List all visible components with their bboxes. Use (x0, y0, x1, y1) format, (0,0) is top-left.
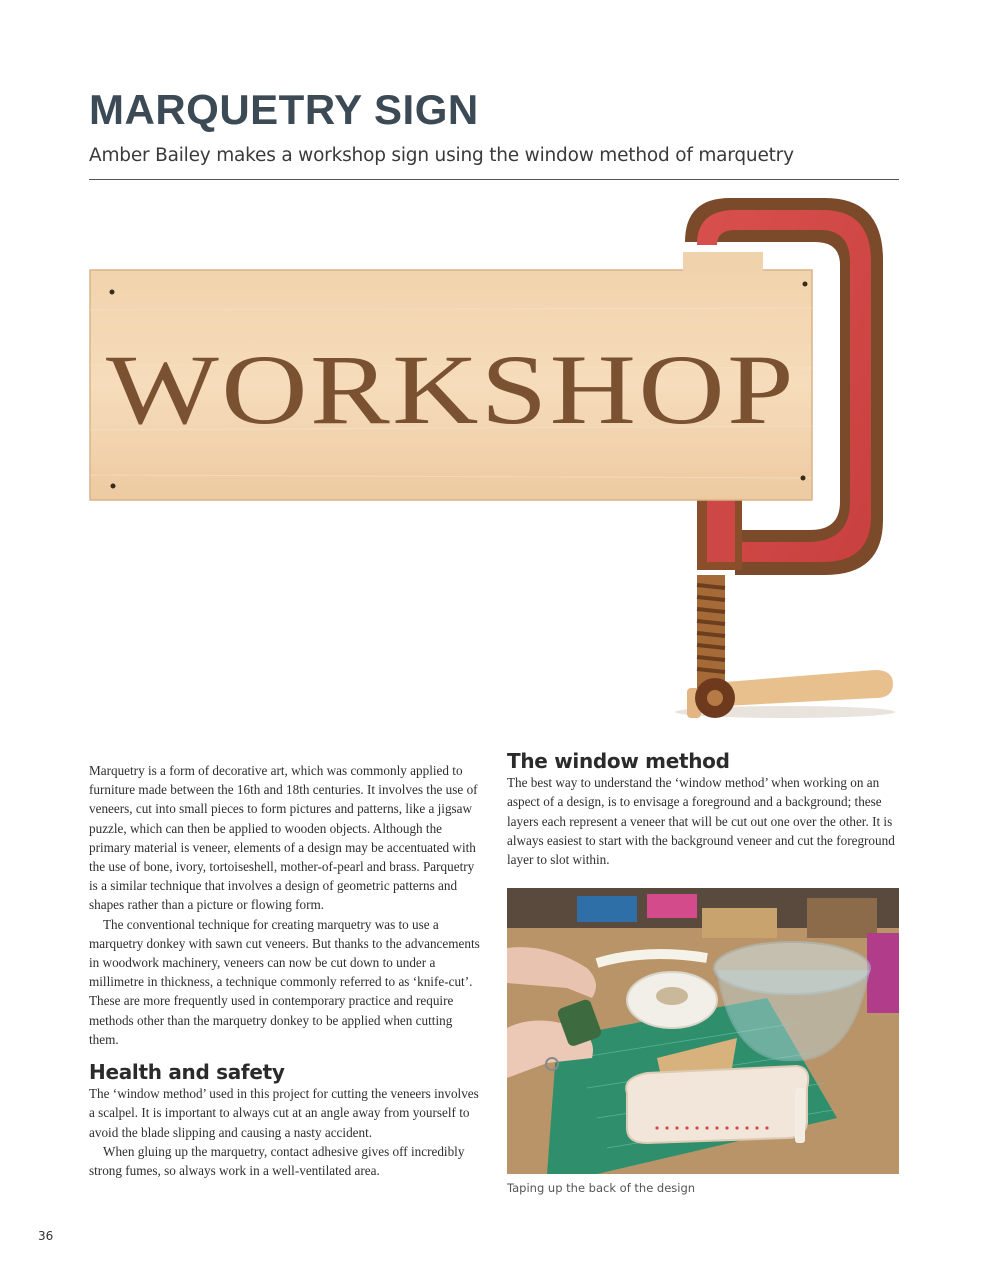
page-number: 36 (38, 1229, 54, 1243)
intro-column (89, 761, 481, 1180)
photo-caption: Taping up the back of the design (507, 1181, 696, 1195)
title-divider (89, 179, 899, 180)
window-method-column (507, 749, 899, 869)
intro-paragraph-2: The conventional technique for creating marquetry was to use a marquetry donkey with sawn cut veneers. But thanks to the advancements in woodwork machinery, veneers can now be cut down to under a millimetre in thickness, a technique commonly referred to as ‘knife-cut’. These are more frequently used in contemporary practice and require methods other than the marquetry donkey to be applied when cutting them. (89, 916, 480, 1047)
intro-paragraph-1: Marquetry is a form of decorative art, which was commonly applied to furniture made between the 16th and 18th centuries. It involves the use of veneers, cut into small pieces to form pictures and patterns, like a jigsaw puzzle, which can then be applied to wooden objects. Although the primary material is veneer, elements of a design may be accentuated with the use of bone, ivory, tortoiseshell, mother-of-pearl and brass. Parquetry is a similar technique that involves a design of geometric patterns and shapes rather than a picture or flowing form. (89, 763, 478, 913)
health-safety-paragraph-2: When gluing up the marquetry, contact adhesive gives off incredibly strong fumes, so always work in a well-ventilated area. (89, 1143, 465, 1179)
window-method-heading: The window method (507, 749, 730, 773)
health-safety-paragraph-1: The ‘window method’ used in this project for cutting the veneers involves a scalpel. It is important to always cut at an angle away from yourself to avoid the blade slipping and causing a nasty accident. (89, 1086, 479, 1140)
workbench-photo (507, 888, 899, 1174)
sign-lettering: WORKSHOP (106, 334, 796, 445)
health-safety-heading: Health and safety (89, 1060, 285, 1085)
article-title: MARQUETRY SIGN (89, 86, 479, 133)
article-subtitle: Amber Bailey makes a workshop sign using the window method of marquetry (89, 145, 794, 166)
clamp-screw (697, 575, 725, 695)
hero-image-workshop-sign (85, 190, 905, 730)
window-method-paragraph: The best way to understand the ‘window method’ when working on an aspect of a design, is to envisage a foreground and a background; these layers each represent a veneer that will be cut out one over the other. It is always easiest to start with the background veneer and cut the foreground layer to slot within. (507, 775, 895, 868)
